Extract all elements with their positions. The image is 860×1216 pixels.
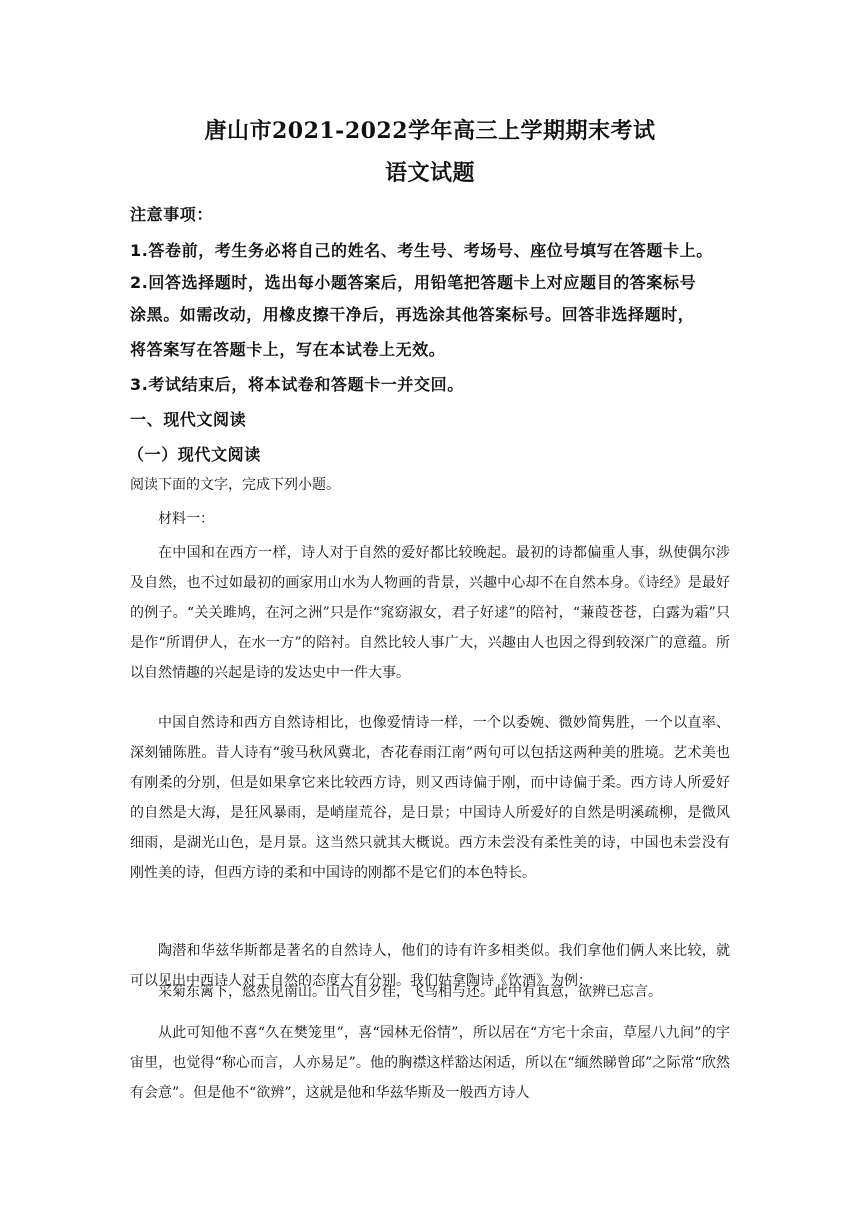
poem-quote: 采菊东篱下，悠然见南山。山气日夕佳，飞鸟相与还。此中有真意，欲辨已忘言。 <box>158 984 662 1000</box>
paragraph-3: 陶潜和华兹华斯都是著名的自然诗人，他们的诗有许多相类似。我们拿他们俩人来比较，就可以见出中西诗人对于自然的态度大有分别。我们姑拿陶诗《饮酒》为例： <box>130 943 730 989</box>
notice-item-2-line-3: 将答案写在答题卡上，写在本试卷上无效。 <box>130 340 446 359</box>
notice-item-3: 3.考试结束后，将本试卷和答题卡一并交回。 <box>130 375 464 394</box>
reading-instruction: 阅读下面的文字，完成下列小题。 <box>130 477 340 493</box>
notice-item-1: 1.答卷前，考生务必将自己的姓名、考生号、考场号、座位号填写在答题卡上。 <box>130 241 713 260</box>
paragraph-1: 在中国和在西方一样，诗人对于自然的爱好都比较晚起。最初的诗都偏重人事，纵使偶尔涉及自然，也不过如最初的画家用山水为人物画的背景，兴趣中心却不在自然本身。《诗经》是最好的例子。“关关雎鸠，在河之洲”只是作“窕窈淑女，君子好逑”的陪衬，“蒹葭苍苍，白露为霜”只是作“所谓伊人，在水一方”的陪衬。自然比较人事广大，兴趣由人也因之得到较深广的意蕴。所以自然情趣的兴起是诗的发达史中一件大事。 <box>130 545 730 681</box>
paragraph-2: 中国自然诗和西方自然诗相比，也像爱情诗一样，一个以委婉、微妙简隽胜，一个以直率、深刻铺陈胜。昔人诗有“骏马秋风冀北，杏花春雨江南”两句可以包括这两种美的胜境。艺术美也有刚柔的分别，但是如果拿它来比较西方诗，则又西诗偏于刚，而中诗偏于柔。西方诗人所爱好的自然是大海，是狂风暴雨，是峭崖荒谷，是日景；中国诗人所爱好的自然是明溪疏柳，是微风细雨，是湖光山色，是月景。这当然只就其大概说。西方未尝没有柔性美的诗，中国也未尝没有刚性美的诗，但西方诗的柔和中国诗的刚都不是它们的本色特长。 <box>130 715 730 881</box>
material-label: 材料一： <box>158 511 214 527</box>
section-heading: 一、现代文阅读 <box>130 410 247 429</box>
notice-item-2-line-1: 2.回答选择题时，选出每小题答案后，用铅笔把答题卡上对应题目的答案标号 <box>130 273 697 292</box>
notice-item-2-line-2: 涂黑。如需改动，用橡皮擦干净后，再选涂其他答案标号。回答非选择题时， <box>130 305 695 324</box>
paragraph-4: 从此可知他不喜“久在樊笼里”，喜“园林无俗情”，所以居在“方宅十余亩，草屋八九间”的宇宙里，也觉得“称心而言，人亦易足”。他的胸襟这样豁达闲适，所以在“缅然睇曾邱”之际常“欣然有会意”。但是他不“欲辨”，这就是他和华兹华斯及一般西方诗人 <box>130 1025 730 1101</box>
section-subheading: （一）现代文阅读 <box>128 445 261 464</box>
notice-heading: 注意事项： <box>130 205 214 224</box>
exam-title: 唐山市2021-2022学年高三上学期期末考试 <box>204 118 656 144</box>
exam-subtitle: 语文试题 <box>384 160 475 186</box>
